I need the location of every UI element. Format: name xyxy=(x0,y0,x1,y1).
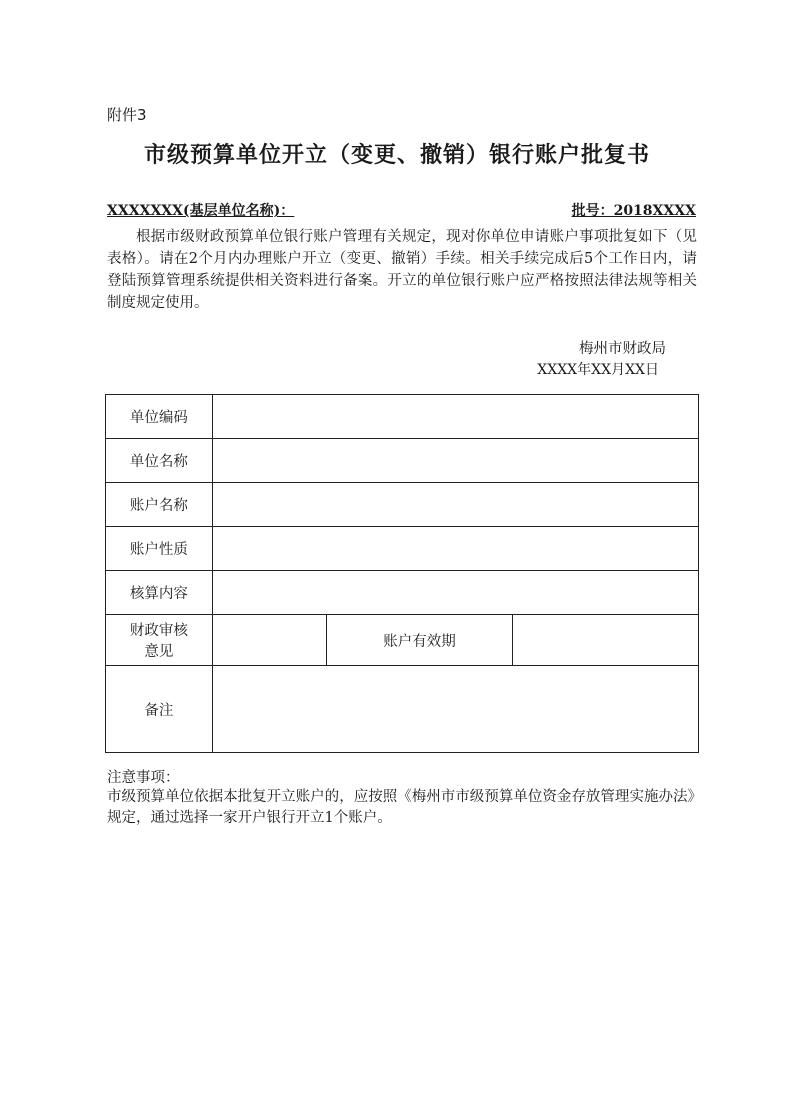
finance-review-field[interactable] xyxy=(212,615,326,666)
form-row-account-name xyxy=(106,483,699,527)
remarks-field[interactable] xyxy=(212,666,698,753)
form-row-finance-review xyxy=(106,615,699,666)
approval-form-table xyxy=(105,394,699,753)
unit-code-field[interactable] xyxy=(212,395,698,439)
remarks-label: 备注 xyxy=(106,666,213,753)
form-row-unit-code xyxy=(106,395,699,439)
account-nature-field[interactable] xyxy=(212,527,698,571)
body-paragraph: 根据市级财政预算单位银行账户管理有关规定，现对你单位申请账户事项批复如下（见表格）。请在2个月内办理账户开立（变更、撤销）手续。相关手续完成后5个工作日内，请登陆预算管理系统提供相关资料进行备案。开立的单位银行账户应严格按照法律法规等相关制度规定使用。 xyxy=(107,229,697,311)
approval-number: 批号：2018XXXX xyxy=(571,203,696,219)
finance-review-label-line2: 意见 xyxy=(144,644,174,660)
form-row-unit-name xyxy=(106,439,699,483)
accounting-content-field[interactable] xyxy=(212,571,698,615)
document-title: 市级预算单位开立（变更、撤销）银行账户批复书 xyxy=(143,143,650,168)
unit-name-label: 单位名称 xyxy=(106,439,213,483)
unit-code-label: 单位编码 xyxy=(106,395,213,439)
issue-date: XXXX年XX月XX日 xyxy=(537,362,659,378)
unit-name-field[interactable] xyxy=(212,439,698,483)
account-validity-label: 账户有效期 xyxy=(326,615,513,666)
account-name-label: 账户名称 xyxy=(106,483,213,527)
form-row-remarks xyxy=(106,666,699,753)
recipient-unit: XXXXXXX(基层单位名称)： xyxy=(107,203,295,219)
form-row-account-nature xyxy=(106,527,699,571)
account-nature-label: 账户性质 xyxy=(106,527,213,571)
account-validity-field[interactable] xyxy=(513,615,699,666)
notes-text: 市级预算单位依据本批复开立账户的，应按照《梅州市市级预算单位资金存放管理实施办法》规定，通过选择一家开户银行开立1个账户。 xyxy=(107,789,702,826)
accounting-content-label: 核算内容 xyxy=(106,571,213,615)
form-row-accounting-content xyxy=(106,571,699,615)
issuer: 梅州市财政局 xyxy=(579,341,666,357)
notes-title: 注意事项： xyxy=(107,770,180,786)
attachment-label: 附件3 xyxy=(107,106,147,124)
finance-review-label-line1: 财政审核 xyxy=(129,623,188,639)
finance-review-label xyxy=(106,615,213,666)
account-name-field[interactable] xyxy=(212,483,698,527)
